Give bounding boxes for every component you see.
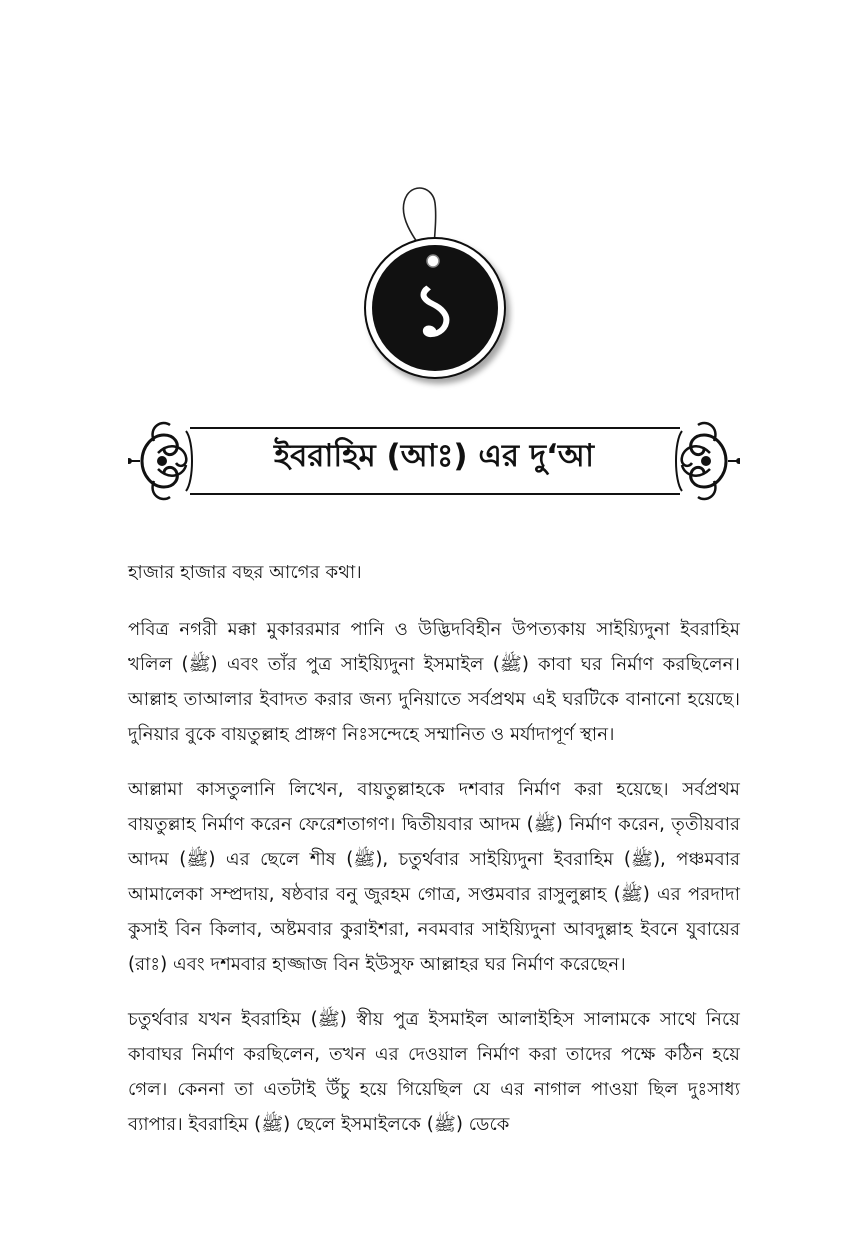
body-text — [128, 555, 740, 1162]
chapter-title: ইবরাহিম (আঃ) এর দু‘আ — [273, 438, 595, 474]
paragraph: চতুর্থবার যখন ইবরাহিম (ﷺ) স্বীয় পুত্র ইসমাইল আলাইহিস সালামকে সাথে নিয়ে কাবাঘর নির্মাণ করছিলেন, তখন এর দেওয়াল নির্মাণ করা তাদের পক্ষে কঠিন হয়ে গেল। কেননা তা এতটাই উঁচু হয়ে গিয়েছিল যে এর নাগাল পাওয়া ছিল দুঃসাধ্য ব্যাপার। ইবরাহিম (ﷺ) ছেলে ইসমাইলকে (ﷺ) ডেকে — [128, 1009, 740, 1135]
chapter-tag — [355, 185, 515, 395]
paragraph: পবিত্র নগরী মক্কা মুকাররমার পানি ও উদ্ভিদবিহীন উপত্যকায় সাইয়্যিদুনা ইবরাহিম খলিল (ﷺ) এবং তাঁর পুত্র সাইয়্যিদুনা ইসমাইল (ﷺ) কাবা ঘর নির্মাণ করছিলেন। আল্লাহ তাআলার ইবাদত করার জন্য দুনিয়াতে সর্বপ্রথম এই ঘরটিকে বানানো হয়েছে। দুনিয়ার বুকে বায়তুল্লাহ প্রাঙ্গণ নিঃসন্দেহে সম্মানিত ও মর্যাদাপূর্ণ স্থান। — [128, 619, 740, 745]
paragraph: আল্লামা কাসতুলানি লিখেন, বায়তুল্লাহকে দশবার নির্মাণ করা হয়েছে। সর্বপ্রথম বায়তুল্লাহ নির্মাণ করেন ফেরেশতাগণ। দ্বিতীয়বার আদম (ﷺ) নির্মাণ করেন, তৃতীয়বার আদম (ﷺ) এর ছেলে শীষ (ﷺ), চতুর্থবার সাইয়্যিদুনা ইবরাহিম (ﷺ), পঞ্চমবার আমালেকা সম্প্রদায়, ষষ্ঠবার বনু জুরহম গোত্র, সপ্তমবার রাসুলুল্লাহ (ﷺ) এর পরদাদা কুসাই বিন কিলাব, অষ্টমবার কুরাইশরা, নবমবার সাইয়্যিদুনা আবদুল্লাহ ইবনে যুবায়ের (রাঃ) এবং দশমবার হাজ্জাজ বিন ইউসুফ আল্লাহর ঘর নির্মাণ করেছেন। — [128, 779, 741, 975]
chapter-number: ১ — [411, 268, 459, 352]
right-flourish-icon — [676, 423, 740, 499]
paragraph: হাজার হাজার বছর আগের কথা। — [128, 562, 362, 583]
left-flourish-icon — [128, 423, 192, 499]
tag-hole — [427, 255, 439, 267]
